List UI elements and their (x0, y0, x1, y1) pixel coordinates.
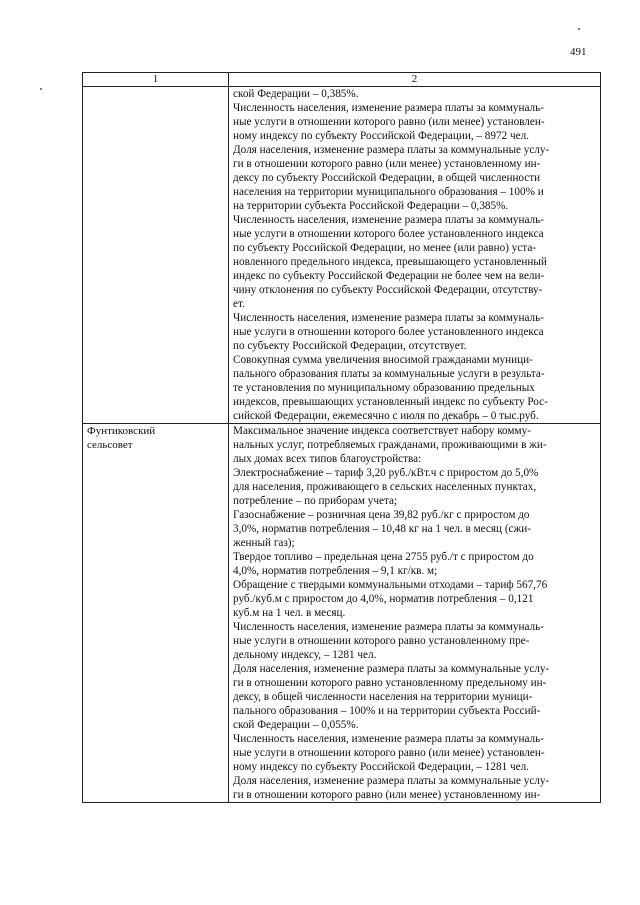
column-header: 1 (83, 73, 229, 87)
paragraph: Максимальное значение индекса соответствует набору комму- нальных услуг, потребляемых гражданами, проживающими в жи- лых домах всех типов благоустройства: (233, 425, 547, 465)
document-table (82, 72, 601, 803)
paragraph: Электроснабжение – тариф 3,20 руб./кВт.ч с приростом до 5,0% для населения, проживающего в сельских населенных пунктах, потребление – по приборам учета; (233, 467, 539, 507)
scan-speck (578, 28, 580, 30)
municipality-cell (83, 87, 229, 424)
paragraph: Численность населения, изменение размера платы за коммуналь- ные услуги в отношении которого равно (или менее) установлен- ному индексу по субъекту Российской Федерации, – 8972 чел. (233, 102, 545, 142)
paragraph: Численность населения, изменение размера платы за коммуналь- ные услуги в отношении которого более установленного индекса по субъекту Российской Федерации, но менее (или равно) уста- новленного предельного индекса, превышающего установленный индекс по субъекту Российской Федерации не более чем на вели- чину отклонения по субъекту Российской Федерации, отсутству- ет. (233, 214, 547, 310)
paragraph: Совокупная сумма увеличения вносимой гражданами муници- пального образования платы за коммунальные услуги в результа- те установления по муниципальному образованию предельных индексов, превышающих установленный индекс по субъекту Рос- сийской Федерации, ежемесячно с июля по декабрь – 0 тыс.руб. (233, 354, 548, 422)
scan-speck (40, 88, 42, 90)
paragraph: Численность населения, изменение размера платы за коммуналь- ные услуги в отношении которого равно установленному пре- дельному индексу, – 1281 чел. (233, 621, 544, 661)
page-number: 491 (570, 46, 587, 58)
paragraph: Доля населения, изменение размера платы за коммунальные услу- ги в отношении которого равно установленному предельному ин- дексу, в общей численности населения на территории муници- пального образования – 100% и на территории субъекта Россий- ской Федерации – 0,055%. (233, 663, 550, 731)
paragraph: Газоснабжение – розничная цена 39,82 руб./кг с приростом до 3,0%, норматив потребления – 10,48 кг на 1 чел. в месяц (сжи- женный газ); (233, 509, 531, 549)
column-header: 2 (229, 73, 601, 87)
paragraph: Численность населения, изменение размера платы за коммуналь- ные услуги в отношении которого более установленного индекса по субъекту Российской Федерации, отсутствует. (233, 312, 544, 352)
paragraph: Численность населения, изменение размера платы за коммуналь- ные услуги в отношении которого равно (или менее) установлен- ному индексу по субъекту Российской Федерации, – 1281 чел. (233, 733, 545, 773)
paragraph: Твердое топливо – предельная цена 2755 руб./т с приростом до 4,0%, норматив потребления – 9,1 кг/кв. м; (233, 551, 534, 577)
table-row (83, 424, 601, 803)
paragraph: ской Федерации – 0,385%. (233, 88, 359, 100)
description-cell (229, 87, 601, 424)
paragraph: Доля населения, изменение размера платы за коммунальные услу- ги в отношении которого равно (или менее) установленному ин- дексу по субъекту Российской Федерации, в общей численности населения на территории муниципального образования – 100% и на территории субъекта Российской Федерации – 0,385%. (233, 144, 550, 212)
municipality-cell (83, 424, 229, 803)
paragraph: Доля населения, изменение размера платы за коммунальные услу- ги в отношении которого равно (или менее) установленному ин- (233, 775, 550, 801)
description-cell (229, 424, 601, 803)
municipality-name: Фунтиковский (87, 425, 156, 437)
table-header-row (83, 73, 601, 87)
municipality-type: сельсовет (87, 439, 133, 451)
table-row (83, 87, 601, 424)
paragraph: Обращение с твердыми коммунальными отходами – тариф 567,76 руб./куб.м с приростом до 4,0%, норматив потребления – 0,121 куб.м на 1 чел. в месяц. (233, 579, 548, 619)
